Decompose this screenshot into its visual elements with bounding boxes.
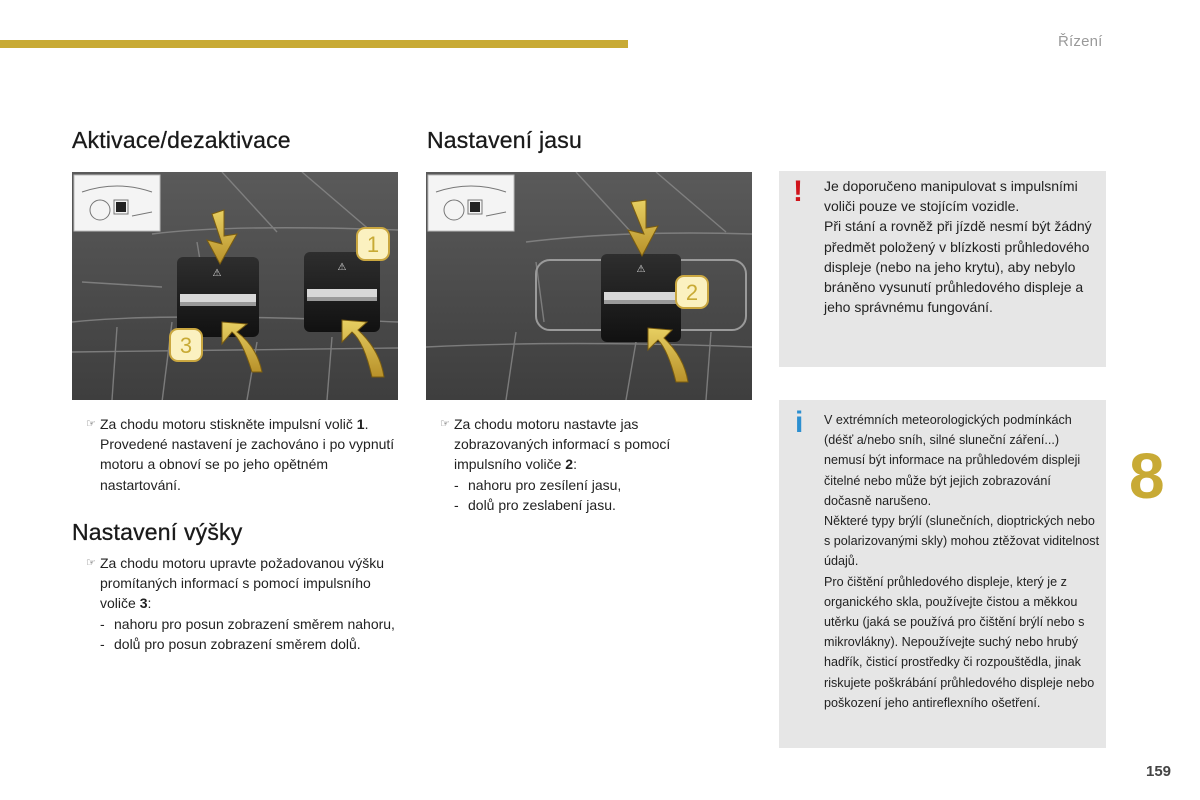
height-bullet-text-post: : bbox=[147, 595, 152, 612]
info-text: V extrémních meteorologických podmínkách (déšť a/nebo sníh, silné sluneční záření...) nemusí být informace na průhledovém displeji čitelné nebo může být jejich zobrazování dočasně narušeno. Některé typy brýlí (slunečních, dioptrických nebo s polarizovanými skly) mohou ztěžovat viditelnost údajů. Pro čištění průhledového displeje, který je z organického skla, používejte čistou a měkkou utěrku (jaká se používá pro čištění brýlí nebo s mikrovlákny). Nepoužívejte suchý nebo hrubý hadřík, čisticí prostředky či rozpouštědla, jinak riskujete poškrábání průhledového displeje nebo poškození jeho antireflexního ošetření. bbox=[824, 413, 1100, 710]
callout-2 bbox=[676, 276, 708, 308]
activation-bullet-num: 1 bbox=[356, 416, 365, 432]
svg-text:⚠: ⚠ bbox=[212, 268, 222, 279]
warning-icon: ! bbox=[793, 175, 803, 208]
page-number: 159 bbox=[1146, 763, 1172, 780]
height-bullet-text-pre: Za chodu motoru upravte požadovanou výšku promítaných informací s pomocí impulsního voliče bbox=[100, 555, 385, 612]
svg-text:⚠: ⚠ bbox=[337, 262, 347, 273]
chapter-number: 8 bbox=[1129, 440, 1165, 512]
brightness-photo bbox=[426, 172, 752, 400]
brightness-heading: Nastavení jasu bbox=[427, 127, 582, 153]
height-bullet-num: 3 bbox=[139, 595, 148, 612]
svg-text:⚠: ⚠ bbox=[636, 264, 646, 275]
callout-2-label: 2 bbox=[685, 280, 699, 305]
callout-1 bbox=[357, 228, 389, 260]
bullet-pointer-icon: ☞ bbox=[440, 418, 450, 430]
brightness-sub-down: - dolů pro zeslabení jasu. bbox=[454, 495, 734, 515]
info-icon: i bbox=[795, 406, 804, 439]
bullet-pointer-icon: ☞ bbox=[86, 418, 96, 430]
callout-3-label: 3 bbox=[179, 333, 193, 358]
warning-text: Je doporučeno manipulovat s impulsními voliči pouze ve stojícím vozidle. Při stání a rovněž při jízdě nesmí být žádný předmět položený v blízkosti průhledového displeje (nebo na jeho krytu), aby nebylo bráněno vysunutí průhledového displeje a jeho správnému fungování. bbox=[824, 178, 1092, 316]
brightness-bullet-text-pre: Za chodu motoru nastavte jas zobrazovaných informací s pomocí impulsního voliče bbox=[454, 416, 671, 473]
height-sub-down: - dolů pro posun zobrazení směrem dolů. bbox=[100, 634, 400, 654]
info-note bbox=[779, 400, 1106, 748]
activation-bullet-text-post: . Provedené nastavení je zachováno i po vypnutí motoru a obnoví se po jeho opětném nastartování. bbox=[100, 416, 395, 493]
brightness-bullet bbox=[440, 414, 734, 515]
activation-bullet-text-pre: Za chodu motoru stiskněte impulsní volič bbox=[100, 416, 357, 432]
header-accent-bar bbox=[0, 40, 628, 48]
brightness-sub-up: - nahoru pro zesílení jasu, bbox=[454, 475, 734, 495]
activation-bullet bbox=[86, 414, 400, 495]
section-name: Řízení bbox=[1058, 33, 1103, 50]
height-heading: Nastavení výšky bbox=[72, 519, 243, 545]
brightness-bullet-text-post: : bbox=[573, 456, 577, 473]
warning-note bbox=[779, 171, 1106, 367]
activation-photo bbox=[72, 172, 398, 400]
callout-1-label: 1 bbox=[366, 232, 380, 257]
height-bullet bbox=[86, 553, 400, 654]
height-sub-up: - nahoru pro posun zobrazení směrem nahoru, bbox=[100, 614, 400, 634]
brightness-bullet-num: 2 bbox=[565, 456, 574, 473]
bullet-pointer-icon: ☞ bbox=[86, 557, 96, 569]
callout-3 bbox=[170, 329, 202, 361]
activation-heading: Aktivace/dezaktivace bbox=[72, 127, 291, 153]
